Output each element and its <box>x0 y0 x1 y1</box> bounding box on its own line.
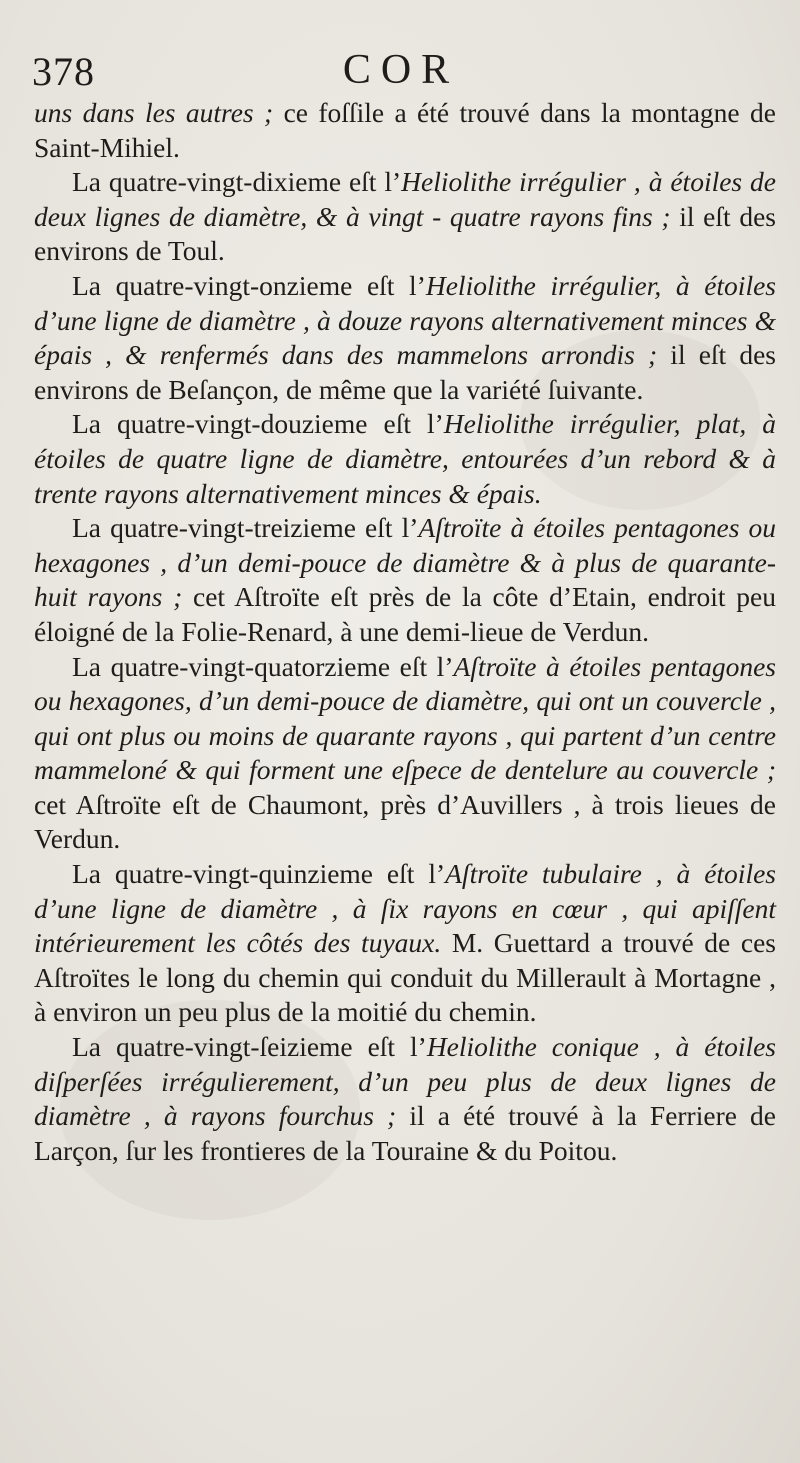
italic-text: Aſtroïte tubulaire , à étoiles d’une ligne de diamètre , à ſix rayons en cœur , qui apiſſent intérieurement les côtés des tuyaux. <box>34 858 776 959</box>
italic-text: Aſtroïte à étoiles pentagones ou hexagones , d’un demi-pouce de diamètre & à plus de quarante-huit rayons ; <box>34 512 776 613</box>
paragraph <box>34 857 776 1030</box>
italic-text: Heliolithe irrégulier , à étoiles de deux lignes de diamètre, & à vingt - quatre rayons fins ; <box>34 166 776 232</box>
roman-text: cet Aſtroïte eſt de Chaumont, près d’Auvillers , à trois lieues de Verdun. <box>34 788 776 855</box>
paragraph <box>34 407 776 511</box>
roman-text: il eſt des environs de Toul. <box>34 200 776 267</box>
roman-text: il eſt des environs de Beſançon, de même que la variété ſuivante. <box>34 339 776 405</box>
page-number: 378 <box>32 49 95 94</box>
roman-text: ce foſſile a été trouvé dans la montagne de Saint-Mihiel. <box>34 97 776 163</box>
paragraph <box>34 96 776 165</box>
roman-text: La quatre-vingt-treizieme eſt l’ <box>72 512 419 544</box>
running-head: COR <box>342 47 460 93</box>
roman-text: La quatre-vingt-ſeizieme eſt l’ <box>72 1031 427 1063</box>
page-header <box>32 44 770 96</box>
roman-text: La quatre-vingt-quatorzieme eſt l’ <box>72 650 454 682</box>
italic-text: Heliolithe irrégulier, plat, à étoiles de quatre ligne de diamètre, entourées d’un rebord & à trente rayons alternativement minces & épais. <box>34 408 776 509</box>
italic-text: Aſtroïte à étoiles pentagones ou hexagones, d’un demi-pouce de diamètre, qui ont un couvercle , qui ont plus ou moins de quarante rayons , qui partent d’un centre mammeloné & qui forment une eſpece de dentelure au couvercle ; <box>34 650 776 786</box>
roman-text: La quatre-vingt-quinzieme eſt l’ <box>72 858 446 890</box>
italic-text: Heliolithe irrégulier, à étoiles d’une ligne de diamètre , à douze rayons alternativement minces & épais , & renfermés dans des mammelons arrondis ; <box>34 269 776 371</box>
roman-text: cet Aſtroïte eſt près de la côte d’Etain, endroit peu éloigné de la Folie-Renard, à une demi-lieue de Verdun. <box>34 581 776 647</box>
roman-text: il a été trouvé à la Ferriere de Larçon, ſur les frontieres de la Touraine & du Poitou. <box>34 1100 777 1166</box>
paragraph <box>34 1030 776 1168</box>
paragraph <box>34 165 776 269</box>
paragraph <box>34 511 776 649</box>
paragraph <box>34 650 776 858</box>
roman-text: M. Guettard a trouvé de ces Aſtroïtes le long du chemin qui conduit du Millerault à Mortagne , à environ un peu plus de la moitié du chemin. <box>34 927 776 1028</box>
paragraph <box>34 269 776 407</box>
italic-text: uns dans les autres ; <box>34 97 274 128</box>
italic-text: Heliolithe conique , à étoiles diſperſées irrégulierement, d’un peu plus de deux lignes de diamètre , à rayons fourchus ; <box>34 1031 777 1132</box>
roman-text: La quatre-vingt-onzieme eſt l’ <box>72 269 426 301</box>
body-text <box>34 96 776 1168</box>
roman-text: La quatre-vingt-dixieme eſt l’ <box>72 166 402 198</box>
roman-text: La quatre-vingt-douzieme eſt l’ <box>72 408 444 440</box>
